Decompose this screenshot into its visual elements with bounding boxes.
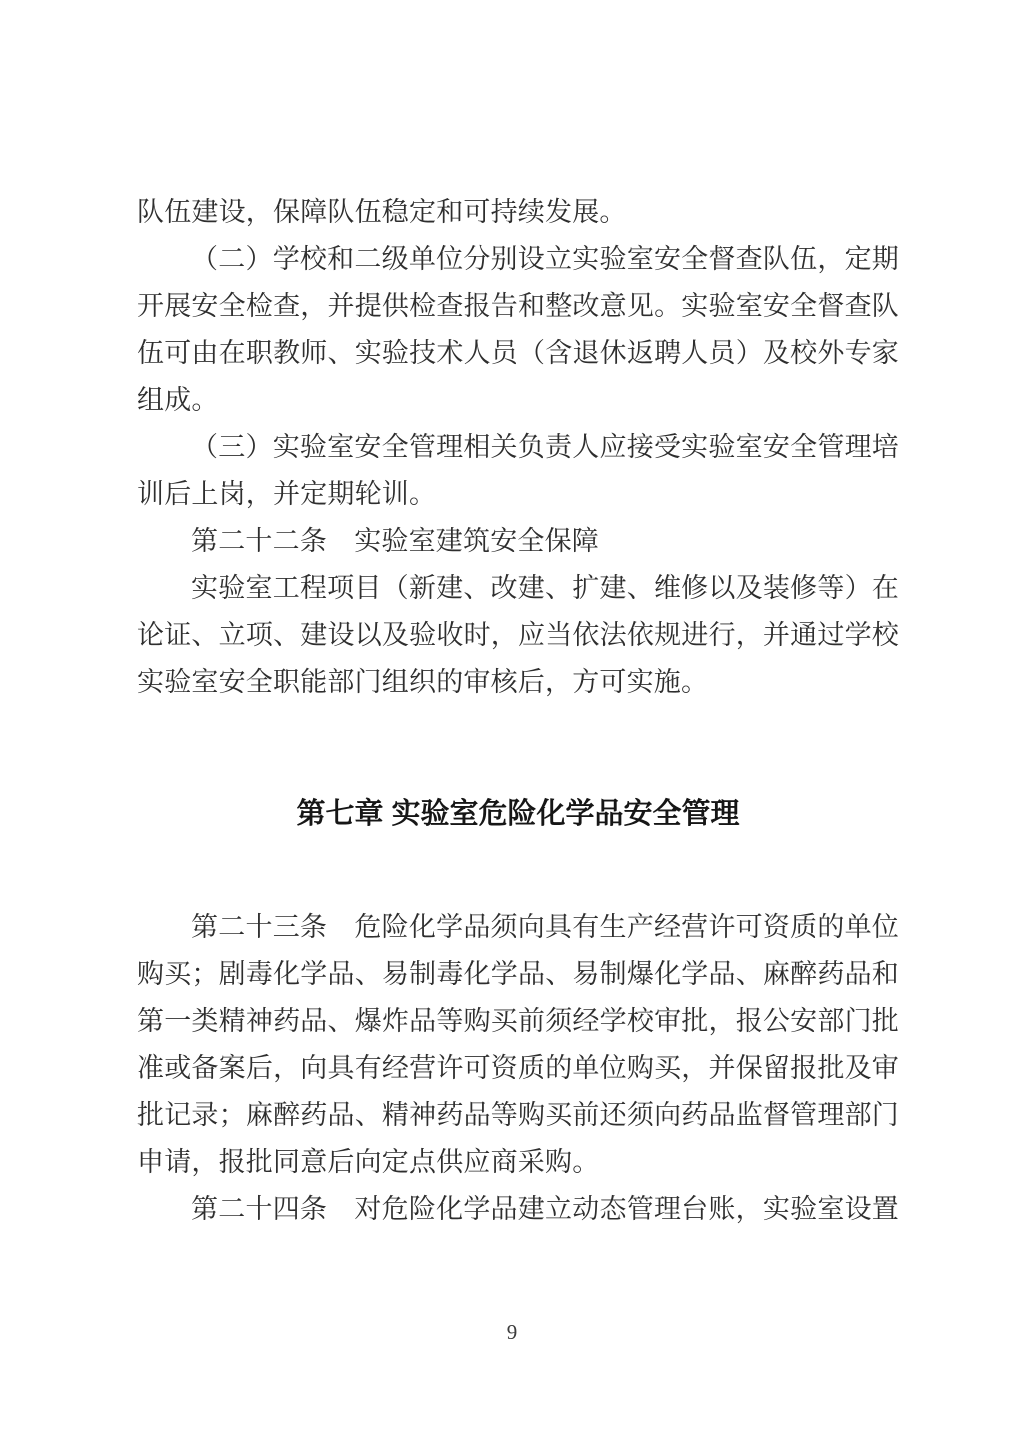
- text-line: 开展安全检查，并提供检查报告和整改意见。实验室安全督查队: [137, 291, 899, 321]
- text-line: 实验室安全职能部门组织的审核后，方可实施。: [137, 667, 709, 697]
- article-22-title-line: 第二十二条 实验室建筑安全保障: [191, 526, 599, 556]
- article-23-line: 第二十三条 危险化学品须向具有生产经营许可资质的单位: [191, 912, 899, 942]
- text-line: 训后上岗，并定期轮训。: [137, 479, 437, 509]
- chapter-heading: 第七章 实验室危险化学品安全管理: [296, 798, 740, 830]
- text-line: 申请，报批同意后向定点供应商采购。: [137, 1147, 600, 1177]
- text-line: （二）学校和二级单位分别设立实验室安全督查队伍，定期: [191, 244, 899, 274]
- text-line: 实验室工程项目（新建、改建、扩建、维修以及装修等）在: [191, 573, 899, 603]
- article-24-line: 第二十四条 对危险化学品建立动态管理台账，实验室设置: [191, 1194, 899, 1224]
- text-line: （三）实验室安全管理相关负责人应接受实验室安全管理培: [191, 432, 899, 462]
- text-line: 第一类精神药品、爆炸品等购买前须经学校审批，报公安部门批: [137, 1006, 899, 1036]
- page-number: 9: [506, 1320, 518, 1344]
- text-line: 准或备案后，向具有经营许可资质的单位购买，并保留报批及审: [137, 1053, 899, 1083]
- text-line: 购买；剧毒化学品、易制毒化学品、易制爆化学品、麻醉药品和: [137, 959, 899, 989]
- text-line: 伍可由在职教师、实验技术人员（含退休返聘人员）及校外专家: [137, 338, 899, 368]
- text-line: 论证、立项、建设以及验收时，应当依法依规进行，并通过学校: [137, 620, 899, 650]
- text-line: 队伍建设，保障队伍稳定和可持续发展。: [137, 197, 627, 227]
- text-line: 组成。: [137, 385, 219, 415]
- text-line: 批记录；麻醉药品、精神药品等购买前还须向药品监督管理部门: [137, 1100, 899, 1130]
